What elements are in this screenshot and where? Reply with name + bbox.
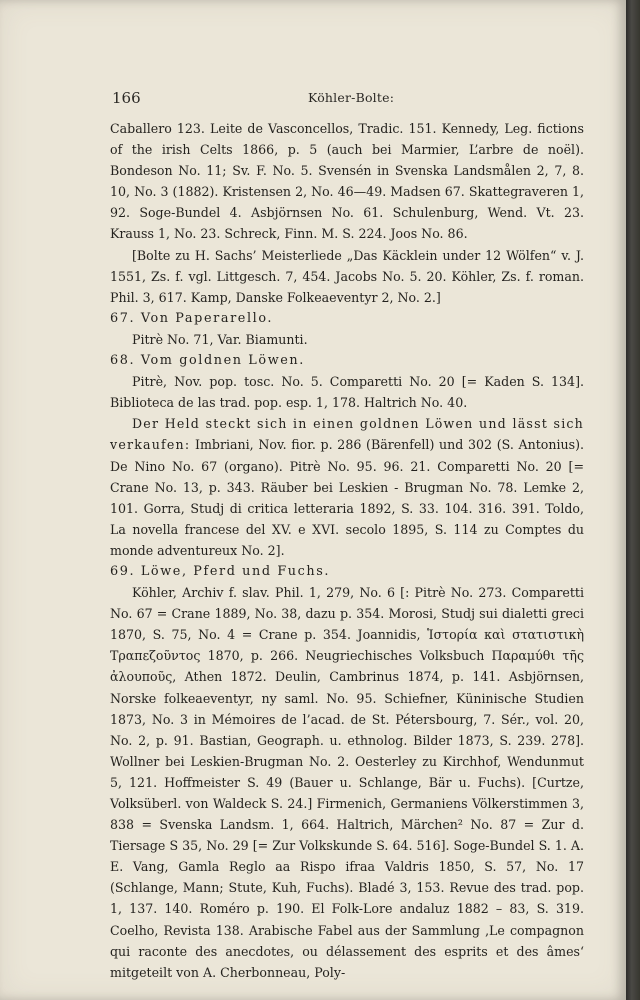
running-head [112, 89, 612, 109]
section-69-text: Köhler, Archiv f. slav. Phil. 1, 279, No. 6 [: Pitrè No. 273. Comparetti No. 67 = Crane 1889, No. 38, dazu p. 354. Morosi, Studj sui dialetti greci 1870, S. 75, No. 4 = Crane p. 354. Joannidis, Ἱστορία καὶ στατιστικὴ Τραπεζοῦντος 1870, p. 266. Neugriechisches Volksbuch Παραμύθι τῆς ἀλουποῦς, Athen 1872. Deulin, Cambrinus 1874, p. 141. Asbjörnsen, Norske folkeaeventyr, ny saml. No. 95. Schiefner, Küninische Studien 1873, No. 3 in Mémoires de l’acad. de St. Pétersbourg, 7. Sér., vol. 20, No. 2, p. 91. Bastian, Geograph. u. ethnolog. Bilder 1873, S. 239. 278]. Wollner bei Leskien-Brugman No. 2. Oesterley zu Kirchhof, Wendunmut 5, 121. Hoffmeister S. 49 (Bauer u. Schlange, Bär u. Fuchs). [Curtze, Volksüberl. von Waldeck S. 24.] Firmenich, Germaniens Völkerstimmen 3, 838 = Svenska Landsm. 1, 664. Haltrich, Märchen² No. 87 = Zur d. Tiersage S 35, No. 29 [= Zur Volkskunde S. 64. 516]. Soge-Bundel S. 1. A. E. Vang, Gamla Reglo aa Rispo ifraa Valdris 1850, S. 57, No. 17 (Schlange, Mann; Stute, Kuh, Fuchs). Bladé 3, 153. Revue des trad. pop. 1, 137. 140. Roméro p. 190. El Folk-Lore andaluz 1882 – 83, S. 319. Coelho, Revista 138. Arabische Fabel aus der Sammlung ‚Le compagnon qui raconte des anecdotes, ou délassement des esprits et des âmes‘ mitgeteilt von A. Cherbonneau, Poly- [110, 585, 584, 980]
section-68-paragraph-1: Pitrè, Nov. pop. tosc. No. 5. Comparetti No. 20 [= Kaden S. 134]. Biblioteca de las trad. pop. esp. 1, 178. Haltrich No. 40. [110, 374, 584, 411]
body-text [110, 118, 584, 983]
continuation-paragraph: Caballero 123. Leite de Vasconcellos, Tradic. 151. Kennedy, Leg. fictions of the irish Celts 1866, p. 5 (auch bei Marmier, L’arbre de noël). Bondeson No. 11; Sv. F. No. 5. Svensén in Svenska Landsmålen 2, 7, 8. 10, No. 3 (1882). Kristensen 2, No. 46—49. Madsen 67. Skattegraveren 1, 92. Soge-Bundel 4. Asbjörnsen No. 61. Schulenburg, Wend. Vt. 23. Krauss 1, No. 23. Schreck, Finn. M. S. 224. Joos No. 86. [110, 121, 584, 242]
page-edge [626, 0, 640, 1000]
section-68-paragraph-2 [110, 413, 584, 561]
section-heading-68: 68. Vom goldnen Löwen. [110, 353, 305, 369]
section-68-paragraph-2-rest: Imbriani, Nov. fior. p. 286 (Bärenfell) und 302 (S. Antonius). De Nino No. 67 (organo). Pitrè No. 95. 96. 21. Comparetti No. 20 [= Crane No. 13, p. 343. Räuber bei Leskien - Brugman No. 78. Lemke 2, 101. Gorra, Studj di critica letteraria 1892, S. 33. 104. 316. 391. Toldo, La novella francese del XV. e XVI. secolo 1895, S. 114 zu Comptes du monde adventureux No. 2]. [110, 437, 584, 558]
bolte-note-paragraph: [Bolte zu H. Sachs’ Meisterliede „Das Käcklein under 12 Wölfen“ v. J. 1551, Zs. f. vgl. Littgesch. 7, 454. Jacobs No. 5. 20. Köhler, Zs. f. roman. Phil. 3, 617. Kamp, Danske Folkeaeventyr 2, No. 2.] [110, 247, 584, 305]
section-heading-67: 67. Von Paperarello. [110, 310, 274, 326]
spaced-emphasis: Der Held steckt sich in einen goldnen Löwen und lässt sich verkaufen: [110, 416, 584, 453]
page-number: 166 [112, 89, 141, 107]
section-heading-69: 69. Löwe, Pferd und Fuchs. [110, 563, 331, 579]
section-67-text: Pitrè No. 71, Var. Biamunti. [132, 331, 308, 347]
running-title: Köhler-Bolte: [308, 90, 395, 105]
